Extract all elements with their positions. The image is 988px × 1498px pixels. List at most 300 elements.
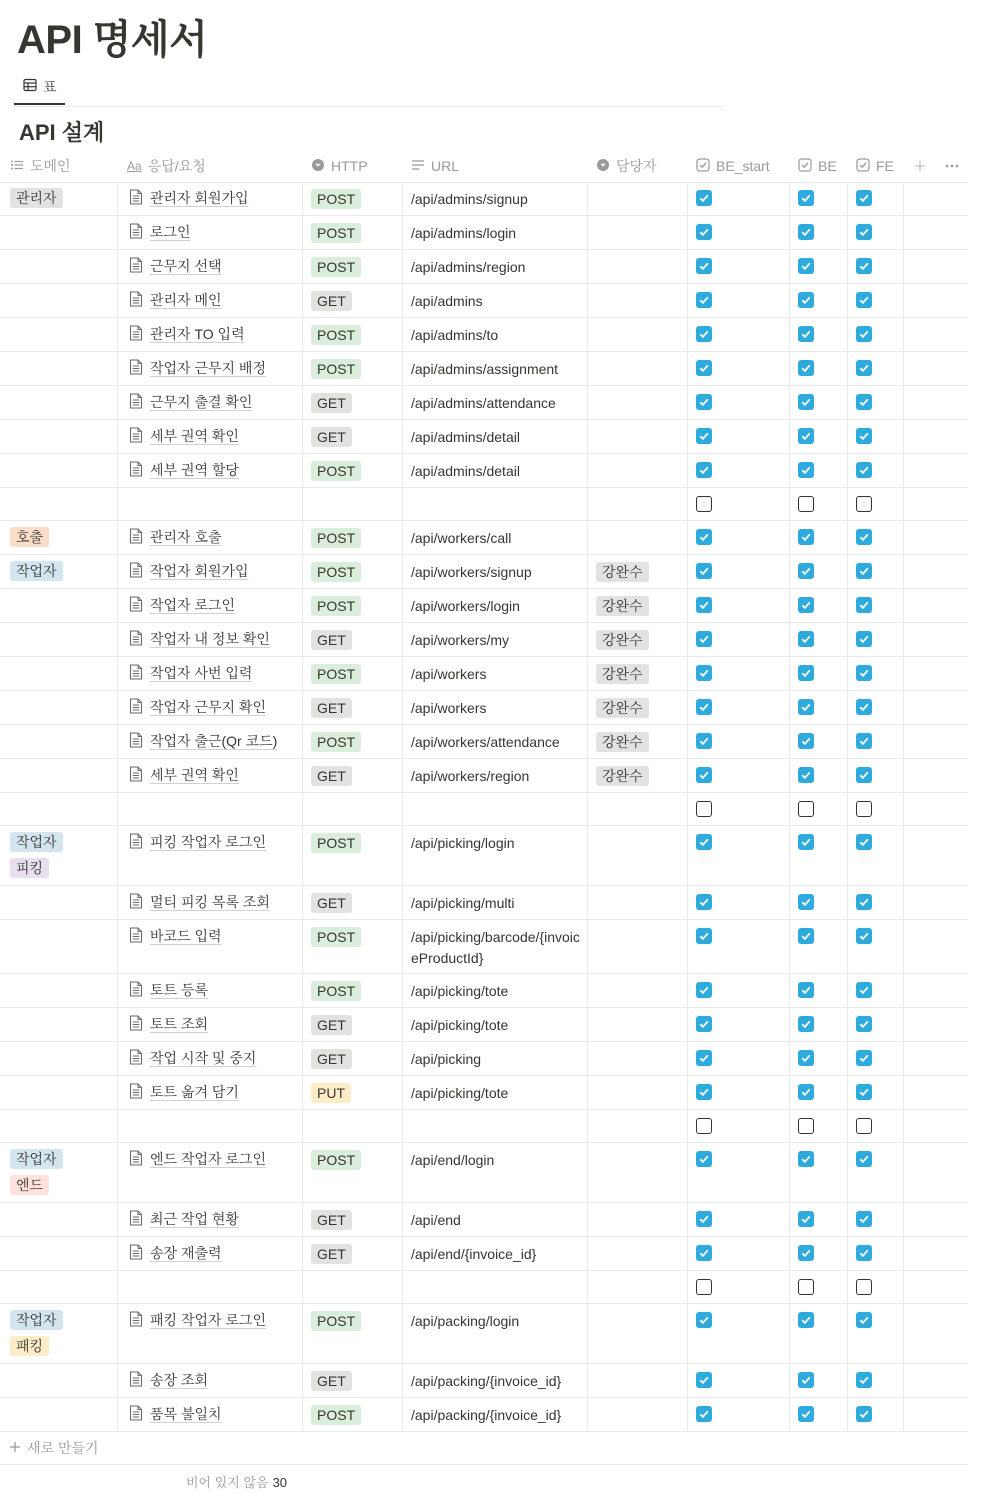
tab-table-view[interactable] xyxy=(14,70,65,105)
domain-cell[interactable] xyxy=(0,589,118,622)
domain-cell[interactable] xyxy=(0,386,118,419)
name-cell[interactable] xyxy=(118,488,303,520)
domain-cell[interactable] xyxy=(0,454,118,487)
owner-cell[interactable] xyxy=(588,691,688,724)
api-name[interactable]: 근무지 선택 xyxy=(150,258,222,274)
be-checkbox[interactable] xyxy=(798,699,814,715)
name-cell[interactable] xyxy=(118,589,303,622)
domain-cell[interactable] xyxy=(0,420,118,453)
name-cell[interactable] xyxy=(118,352,303,385)
be-checkbox[interactable] xyxy=(798,292,814,308)
be-checkbox[interactable] xyxy=(798,258,814,274)
column-header-be-start[interactable] xyxy=(696,150,770,182)
api-name[interactable]: 세부 권역 확인 xyxy=(150,428,239,444)
be-checkbox[interactable] xyxy=(798,1372,814,1388)
api-name[interactable]: 관리자 호출 xyxy=(150,529,222,545)
url-cell[interactable] xyxy=(403,920,588,973)
be-start-checkbox[interactable] xyxy=(696,928,712,944)
url-cell[interactable] xyxy=(403,1042,588,1075)
url-cell[interactable] xyxy=(403,1271,588,1303)
http-cell[interactable] xyxy=(303,488,403,520)
owner-cell[interactable] xyxy=(588,386,688,419)
be-checkbox[interactable] xyxy=(798,326,814,342)
fe-checkbox[interactable] xyxy=(856,292,872,308)
url-cell[interactable] xyxy=(403,793,588,825)
be-start-checkbox[interactable] xyxy=(696,1084,712,1100)
http-cell[interactable] xyxy=(303,1398,403,1431)
domain-cell[interactable] xyxy=(0,318,118,351)
domain-cell[interactable] xyxy=(0,1364,118,1397)
domain-cell[interactable] xyxy=(0,920,118,973)
domain-cell[interactable] xyxy=(0,974,118,1007)
http-cell[interactable] xyxy=(303,1203,403,1236)
owner-cell[interactable] xyxy=(588,488,688,520)
url-cell[interactable] xyxy=(403,1143,588,1202)
api-name[interactable]: 품목 불일치 xyxy=(150,1406,222,1422)
http-cell[interactable] xyxy=(303,691,403,724)
http-cell[interactable] xyxy=(303,386,403,419)
api-name[interactable]: 근무지 출결 확인 xyxy=(150,394,253,410)
be-start-checkbox[interactable] xyxy=(696,1050,712,1066)
url-cell[interactable] xyxy=(403,284,588,317)
http-cell[interactable] xyxy=(303,555,403,588)
url-cell[interactable] xyxy=(403,826,588,885)
be-start-checkbox[interactable] xyxy=(696,1279,712,1295)
owner-cell[interactable] xyxy=(588,1304,688,1363)
url-cell[interactable] xyxy=(403,454,588,487)
be-start-checkbox[interactable] xyxy=(696,563,712,579)
owner-cell[interactable] xyxy=(588,1008,688,1041)
fe-checkbox[interactable] xyxy=(856,462,872,478)
be-checkbox[interactable] xyxy=(798,428,814,444)
domain-cell[interactable] xyxy=(0,1042,118,1075)
name-cell[interactable] xyxy=(118,318,303,351)
http-cell[interactable] xyxy=(303,623,403,656)
http-cell[interactable] xyxy=(303,250,403,283)
domain-cell[interactable] xyxy=(0,1203,118,1236)
http-cell[interactable] xyxy=(303,284,403,317)
domain-cell[interactable] xyxy=(0,1304,118,1363)
url-cell[interactable] xyxy=(403,1398,588,1431)
be-start-checkbox[interactable] xyxy=(696,1211,712,1227)
domain-cell[interactable] xyxy=(0,1398,118,1431)
be-start-checkbox[interactable] xyxy=(696,1312,712,1328)
url-cell[interactable] xyxy=(403,352,588,385)
be-start-checkbox[interactable] xyxy=(696,462,712,478)
url-cell[interactable] xyxy=(403,521,588,554)
api-name[interactable]: 관리자 메인 xyxy=(150,292,222,308)
name-cell[interactable] xyxy=(118,826,303,885)
owner-cell[interactable] xyxy=(588,1398,688,1431)
be-start-checkbox[interactable] xyxy=(696,631,712,647)
be-start-checkbox[interactable] xyxy=(696,1016,712,1032)
be-start-checkbox[interactable] xyxy=(696,190,712,206)
be-checkbox[interactable] xyxy=(798,1211,814,1227)
http-cell[interactable] xyxy=(303,1237,403,1270)
be-start-checkbox[interactable] xyxy=(696,733,712,749)
fe-checkbox[interactable] xyxy=(856,1050,872,1066)
url-cell[interactable] xyxy=(403,250,588,283)
be-start-checkbox[interactable] xyxy=(696,834,712,850)
new-row-button[interactable] xyxy=(0,1432,968,1465)
be-checkbox[interactable] xyxy=(798,1050,814,1066)
owner-cell[interactable] xyxy=(588,974,688,1007)
api-name[interactable]: 작업자 근무지 배정 xyxy=(150,360,266,376)
domain-cell[interactable] xyxy=(0,657,118,690)
owner-cell[interactable] xyxy=(588,318,688,351)
be-start-checkbox[interactable] xyxy=(696,1151,712,1167)
domain-cell[interactable] xyxy=(0,1110,118,1142)
name-cell[interactable] xyxy=(118,1008,303,1041)
be-checkbox[interactable] xyxy=(798,1151,814,1167)
name-cell[interactable] xyxy=(118,454,303,487)
name-cell[interactable] xyxy=(118,1143,303,1202)
fe-checkbox[interactable] xyxy=(856,496,872,512)
database-title[interactable]: API 설계 xyxy=(19,120,105,145)
fe-checkbox[interactable] xyxy=(856,1245,872,1261)
api-name[interactable]: 관리자 TO 입력 xyxy=(150,326,245,342)
owner-cell[interactable] xyxy=(588,589,688,622)
http-cell[interactable] xyxy=(303,826,403,885)
owner-cell[interactable] xyxy=(588,1143,688,1202)
be-start-checkbox[interactable] xyxy=(696,982,712,998)
fe-checkbox[interactable] xyxy=(856,1211,872,1227)
url-cell[interactable] xyxy=(403,725,588,758)
owner-cell[interactable] xyxy=(588,216,688,249)
api-name[interactable]: 토트 옮겨 담기 xyxy=(150,1084,239,1100)
owner-cell[interactable] xyxy=(588,826,688,885)
be-start-checkbox[interactable] xyxy=(696,894,712,910)
owner-cell[interactable] xyxy=(588,759,688,792)
url-cell[interactable] xyxy=(403,589,588,622)
fe-checkbox[interactable] xyxy=(856,190,872,206)
url-cell[interactable] xyxy=(403,623,588,656)
be-checkbox[interactable] xyxy=(798,1406,814,1422)
owner-cell[interactable] xyxy=(588,352,688,385)
url-cell[interactable] xyxy=(403,555,588,588)
owner-cell[interactable] xyxy=(588,521,688,554)
owner-cell[interactable] xyxy=(588,1203,688,1236)
http-cell[interactable] xyxy=(303,759,403,792)
be-checkbox[interactable] xyxy=(798,1016,814,1032)
fe-checkbox[interactable] xyxy=(856,1279,872,1295)
url-cell[interactable] xyxy=(403,1008,588,1041)
be-start-checkbox[interactable] xyxy=(696,258,712,274)
be-start-checkbox[interactable] xyxy=(696,699,712,715)
be-checkbox[interactable] xyxy=(798,462,814,478)
url-cell[interactable] xyxy=(403,691,588,724)
be-checkbox[interactable] xyxy=(798,767,814,783)
fe-checkbox[interactable] xyxy=(856,1084,872,1100)
be-checkbox[interactable] xyxy=(798,597,814,613)
fe-checkbox[interactable] xyxy=(856,894,872,910)
domain-cell[interactable] xyxy=(0,793,118,825)
http-cell[interactable] xyxy=(303,420,403,453)
url-cell[interactable] xyxy=(403,974,588,1007)
domain-cell[interactable] xyxy=(0,488,118,520)
fe-checkbox[interactable] xyxy=(856,1372,872,1388)
be-start-checkbox[interactable] xyxy=(696,665,712,681)
be-start-checkbox[interactable] xyxy=(696,224,712,240)
be-checkbox[interactable] xyxy=(798,394,814,410)
owner-cell[interactable] xyxy=(588,555,688,588)
be-start-checkbox[interactable] xyxy=(696,326,712,342)
url-cell[interactable] xyxy=(403,1364,588,1397)
owner-cell[interactable] xyxy=(588,454,688,487)
fe-checkbox[interactable] xyxy=(856,1151,872,1167)
be-start-checkbox[interactable] xyxy=(696,1372,712,1388)
owner-cell[interactable] xyxy=(588,1110,688,1142)
name-cell[interactable] xyxy=(118,793,303,825)
url-cell[interactable] xyxy=(403,657,588,690)
url-cell[interactable] xyxy=(403,182,588,215)
domain-cell[interactable] xyxy=(0,352,118,385)
be-checkbox[interactable] xyxy=(798,928,814,944)
http-cell[interactable] xyxy=(303,886,403,919)
fe-checkbox[interactable] xyxy=(856,428,872,444)
fe-checkbox[interactable] xyxy=(856,360,872,376)
http-cell[interactable] xyxy=(303,1304,403,1363)
name-cell[interactable] xyxy=(118,759,303,792)
fe-checkbox[interactable] xyxy=(856,326,872,342)
name-cell[interactable] xyxy=(118,521,303,554)
url-cell[interactable] xyxy=(403,886,588,919)
url-cell[interactable] xyxy=(403,759,588,792)
be-checkbox[interactable] xyxy=(798,665,814,681)
be-checkbox[interactable] xyxy=(798,1118,814,1134)
owner-cell[interactable] xyxy=(588,1237,688,1270)
fe-checkbox[interactable] xyxy=(856,529,872,545)
api-name[interactable]: 작업 시작 및 중지 xyxy=(150,1050,257,1066)
be-checkbox[interactable] xyxy=(798,1245,814,1261)
be-start-checkbox[interactable] xyxy=(696,767,712,783)
fe-checkbox[interactable] xyxy=(856,834,872,850)
http-cell[interactable] xyxy=(303,1364,403,1397)
domain-cell[interactable] xyxy=(0,759,118,792)
be-start-checkbox[interactable] xyxy=(696,292,712,308)
api-name[interactable]: 송장 재출력 xyxy=(150,1245,222,1261)
http-cell[interactable] xyxy=(303,216,403,249)
domain-cell[interactable] xyxy=(0,725,118,758)
http-cell[interactable] xyxy=(303,1271,403,1303)
be-checkbox[interactable] xyxy=(798,834,814,850)
domain-cell[interactable] xyxy=(0,1008,118,1041)
more-options-icon[interactable] xyxy=(942,150,962,182)
name-cell[interactable] xyxy=(118,623,303,656)
api-name[interactable]: 세부 권역 확인 xyxy=(150,767,239,783)
name-cell[interactable] xyxy=(118,920,303,973)
name-cell[interactable] xyxy=(118,1398,303,1431)
name-cell[interactable] xyxy=(118,216,303,249)
name-cell[interactable] xyxy=(118,182,303,215)
http-cell[interactable] xyxy=(303,974,403,1007)
url-cell[interactable] xyxy=(403,1237,588,1270)
name-cell[interactable] xyxy=(118,250,303,283)
fe-checkbox[interactable] xyxy=(856,394,872,410)
api-name[interactable]: 작업자 회원가입 xyxy=(150,563,249,579)
be-checkbox[interactable] xyxy=(798,631,814,647)
be-start-checkbox[interactable] xyxy=(696,360,712,376)
url-cell[interactable] xyxy=(403,1076,588,1109)
http-cell[interactable] xyxy=(303,1042,403,1075)
http-cell[interactable] xyxy=(303,589,403,622)
api-name[interactable]: 작업자 근무지 확인 xyxy=(150,699,266,715)
api-name[interactable]: 로그인 xyxy=(150,224,191,240)
name-cell[interactable] xyxy=(118,691,303,724)
be-checkbox[interactable] xyxy=(798,496,814,512)
api-name[interactable]: 멀티 피킹 목록 조회 xyxy=(150,894,270,910)
api-name[interactable]: 최근 작업 현황 xyxy=(150,1211,239,1227)
be-checkbox[interactable] xyxy=(798,733,814,749)
name-cell[interactable] xyxy=(118,886,303,919)
domain-cell[interactable] xyxy=(0,623,118,656)
api-name[interactable]: 바코드 입력 xyxy=(150,928,222,944)
http-cell[interactable] xyxy=(303,793,403,825)
owner-cell[interactable] xyxy=(588,725,688,758)
name-cell[interactable] xyxy=(118,1110,303,1142)
name-cell[interactable] xyxy=(118,1304,303,1363)
url-cell[interactable] xyxy=(403,1110,588,1142)
be-start-checkbox[interactable] xyxy=(696,1118,712,1134)
be-checkbox[interactable] xyxy=(798,894,814,910)
api-name[interactable]: 작업자 사번 입력 xyxy=(150,665,253,681)
owner-cell[interactable] xyxy=(588,1364,688,1397)
fe-checkbox[interactable] xyxy=(856,631,872,647)
fe-checkbox[interactable] xyxy=(856,563,872,579)
be-start-checkbox[interactable] xyxy=(696,597,712,613)
owner-cell[interactable] xyxy=(588,1042,688,1075)
domain-cell[interactable] xyxy=(0,1271,118,1303)
be-start-checkbox[interactable] xyxy=(696,428,712,444)
owner-cell[interactable] xyxy=(588,1076,688,1109)
domain-cell[interactable] xyxy=(0,555,118,588)
be-checkbox[interactable] xyxy=(798,1312,814,1328)
fe-checkbox[interactable] xyxy=(856,258,872,274)
owner-cell[interactable] xyxy=(588,1271,688,1303)
be-checkbox[interactable] xyxy=(798,801,814,817)
be-checkbox[interactable] xyxy=(798,982,814,998)
http-cell[interactable] xyxy=(303,352,403,385)
domain-cell[interactable] xyxy=(0,1237,118,1270)
fe-checkbox[interactable] xyxy=(856,699,872,715)
be-start-checkbox[interactable] xyxy=(696,1406,712,1422)
url-cell[interactable] xyxy=(403,420,588,453)
domain-cell[interactable] xyxy=(0,250,118,283)
be-start-checkbox[interactable] xyxy=(696,801,712,817)
http-cell[interactable] xyxy=(303,1110,403,1142)
name-cell[interactable] xyxy=(118,1271,303,1303)
be-start-checkbox[interactable] xyxy=(696,394,712,410)
http-cell[interactable] xyxy=(303,920,403,973)
name-cell[interactable] xyxy=(118,1076,303,1109)
be-start-checkbox[interactable] xyxy=(696,529,712,545)
name-cell[interactable] xyxy=(118,386,303,419)
column-header-owner[interactable] xyxy=(596,150,657,182)
api-name[interactable]: 피킹 작업자 로그인 xyxy=(150,834,266,850)
owner-cell[interactable] xyxy=(588,284,688,317)
owner-cell[interactable] xyxy=(588,920,688,973)
fe-checkbox[interactable] xyxy=(856,767,872,783)
column-header-http[interactable] xyxy=(311,150,368,182)
fe-checkbox[interactable] xyxy=(856,982,872,998)
api-name[interactable]: 작업자 로그인 xyxy=(150,597,236,613)
http-cell[interactable] xyxy=(303,725,403,758)
fe-checkbox[interactable] xyxy=(856,1312,872,1328)
be-start-checkbox[interactable] xyxy=(696,496,712,512)
be-checkbox[interactable] xyxy=(798,529,814,545)
http-cell[interactable] xyxy=(303,454,403,487)
owner-cell[interactable] xyxy=(588,420,688,453)
name-cell[interactable] xyxy=(118,657,303,690)
fe-checkbox[interactable] xyxy=(856,1406,872,1422)
be-checkbox[interactable] xyxy=(798,1084,814,1100)
http-cell[interactable] xyxy=(303,318,403,351)
name-cell[interactable] xyxy=(118,974,303,1007)
name-cell[interactable] xyxy=(118,284,303,317)
fe-checkbox[interactable] xyxy=(856,665,872,681)
fe-checkbox[interactable] xyxy=(856,1016,872,1032)
name-cell[interactable] xyxy=(118,1237,303,1270)
name-cell[interactable] xyxy=(118,555,303,588)
be-checkbox[interactable] xyxy=(798,1279,814,1295)
be-start-checkbox[interactable] xyxy=(696,1245,712,1261)
fe-checkbox[interactable] xyxy=(856,597,872,613)
domain-cell[interactable] xyxy=(0,284,118,317)
fe-checkbox[interactable] xyxy=(856,801,872,817)
domain-cell[interactable] xyxy=(0,216,118,249)
fe-checkbox[interactable] xyxy=(856,928,872,944)
api-name[interactable]: 패킹 작업자 로그인 xyxy=(150,1312,266,1328)
be-checkbox[interactable] xyxy=(798,563,814,579)
api-name[interactable]: 관리자 회원가입 xyxy=(150,190,249,206)
url-cell[interactable] xyxy=(403,318,588,351)
be-checkbox[interactable] xyxy=(798,360,814,376)
be-checkbox[interactable] xyxy=(798,224,814,240)
owner-cell[interactable] xyxy=(588,657,688,690)
name-cell[interactable] xyxy=(118,420,303,453)
name-cell[interactable] xyxy=(118,1042,303,1075)
domain-cell[interactable] xyxy=(0,1143,118,1202)
url-cell[interactable] xyxy=(403,1203,588,1236)
fe-checkbox[interactable] xyxy=(856,733,872,749)
name-cell[interactable] xyxy=(118,725,303,758)
api-name[interactable]: 토트 조회 xyxy=(150,1016,208,1032)
calculation-footer[interactable] xyxy=(186,1472,287,1491)
column-header-fe[interactable] xyxy=(856,150,894,182)
owner-cell[interactable] xyxy=(588,250,688,283)
domain-cell[interactable] xyxy=(0,826,118,885)
domain-cell[interactable] xyxy=(0,521,118,554)
http-cell[interactable] xyxy=(303,521,403,554)
url-cell[interactable] xyxy=(403,1304,588,1363)
column-header-domain[interactable] xyxy=(10,150,71,182)
http-cell[interactable] xyxy=(303,657,403,690)
column-header-be[interactable] xyxy=(798,150,837,182)
name-cell[interactable] xyxy=(118,1364,303,1397)
owner-cell[interactable] xyxy=(588,623,688,656)
http-cell[interactable] xyxy=(303,1008,403,1041)
http-cell[interactable] xyxy=(303,1143,403,1202)
owner-cell[interactable] xyxy=(588,182,688,215)
api-name[interactable]: 송장 조회 xyxy=(150,1372,208,1388)
column-header-name[interactable] xyxy=(127,150,206,182)
url-cell[interactable] xyxy=(403,216,588,249)
be-checkbox[interactable] xyxy=(798,190,814,206)
domain-cell[interactable] xyxy=(0,182,118,215)
http-cell[interactable] xyxy=(303,182,403,215)
api-name[interactable]: 엔드 작업자 로그인 xyxy=(150,1151,266,1167)
domain-cell[interactable] xyxy=(0,886,118,919)
